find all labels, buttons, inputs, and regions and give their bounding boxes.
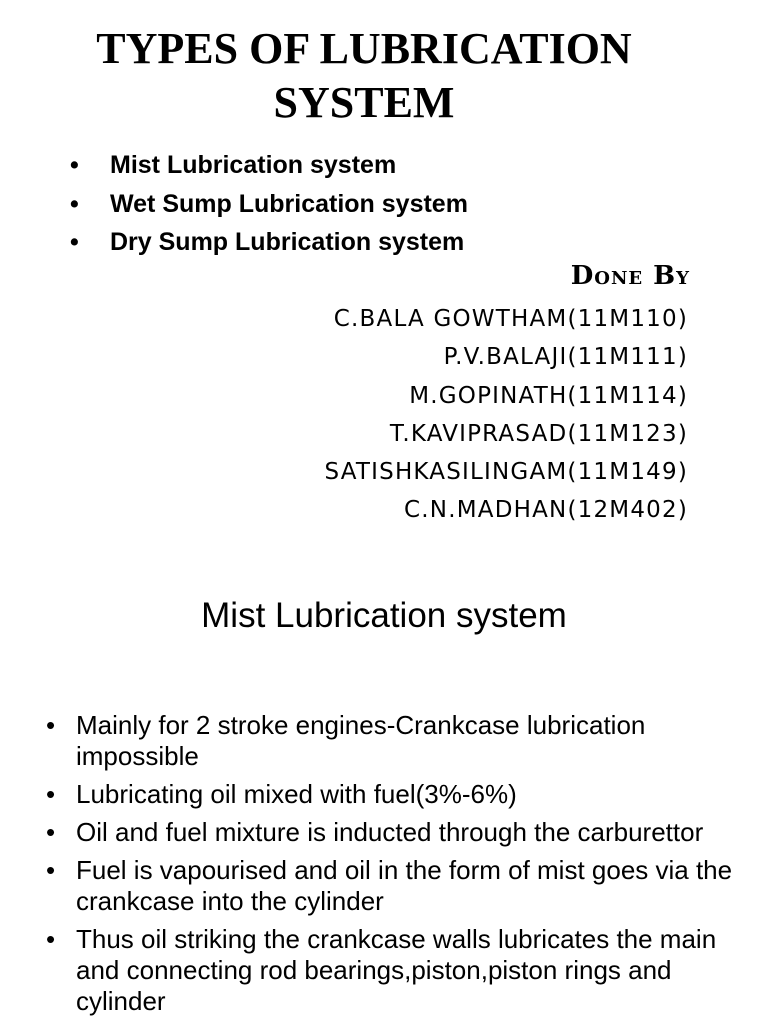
bullet-icon: • bbox=[70, 228, 79, 256]
credit-name: M.GOPINATH(11M114) bbox=[409, 382, 688, 409]
point-text: Lubricating oil mixed with fuel(3%-6%) bbox=[76, 779, 517, 809]
topic-label: Dry Sump Lubrication system bbox=[110, 228, 465, 256]
bullet-icon: • bbox=[70, 151, 79, 179]
credit-name: C.BALA GOWTHAM(11M110) bbox=[333, 306, 688, 332]
credits-heading: Done By bbox=[570, 261, 690, 291]
list-item bbox=[70, 223, 468, 262]
bullet-list bbox=[46, 710, 736, 1024]
list-item bbox=[46, 855, 736, 917]
list-item bbox=[46, 710, 736, 772]
point-text: Thus oil striking the crankcase walls lubricates the main and connecting rod bearings,piston,piston rings and cylinder bbox=[76, 924, 717, 1016]
point-text: Fuel is vapourised and oil in the form of mist goes via the crankcase into the cylinder bbox=[76, 855, 733, 916]
list-item bbox=[46, 924, 736, 1017]
bullet-icon: • bbox=[70, 189, 79, 218]
bullet-icon: • bbox=[46, 817, 56, 847]
bullet-icon: • bbox=[46, 779, 56, 809]
list-item bbox=[46, 779, 736, 810]
list-item bbox=[70, 146, 468, 185]
credits-list bbox=[325, 300, 688, 530]
topic-label: Wet Sump Lubrication system bbox=[110, 189, 468, 218]
bullet-icon: • bbox=[46, 855, 56, 885]
credit-name: T.KAVIPRASAD(11M123) bbox=[389, 420, 688, 447]
list-item bbox=[46, 817, 736, 848]
slide-title-heading bbox=[40, 22, 688, 130]
bullet-icon: • bbox=[46, 924, 56, 954]
credit-name: P.V.BALAJI(11M111) bbox=[443, 344, 688, 371]
topic-label: Mist Lubrication system bbox=[110, 151, 397, 179]
point-text: Oil and fuel mixture is inducted through the carburettor bbox=[76, 817, 704, 847]
list-item bbox=[70, 185, 468, 224]
credit-name: SATISHKASILINGAM(11M149) bbox=[324, 459, 688, 486]
slide-mist-lubrication bbox=[0, 560, 768, 1024]
title-line-2: SYSTEM bbox=[273, 78, 455, 127]
credit-name: C.N.MADHAN(12M402) bbox=[404, 497, 688, 524]
topic-list bbox=[70, 146, 468, 262]
title-line-1: TYPES OF LUBRICATION bbox=[96, 24, 632, 73]
bullet-icon: • bbox=[46, 710, 56, 740]
point-text: Mainly for 2 stroke engines-Crankcase lubrication impossible bbox=[76, 710, 646, 771]
slide-heading: Mist Lubrication system bbox=[201, 596, 567, 635]
